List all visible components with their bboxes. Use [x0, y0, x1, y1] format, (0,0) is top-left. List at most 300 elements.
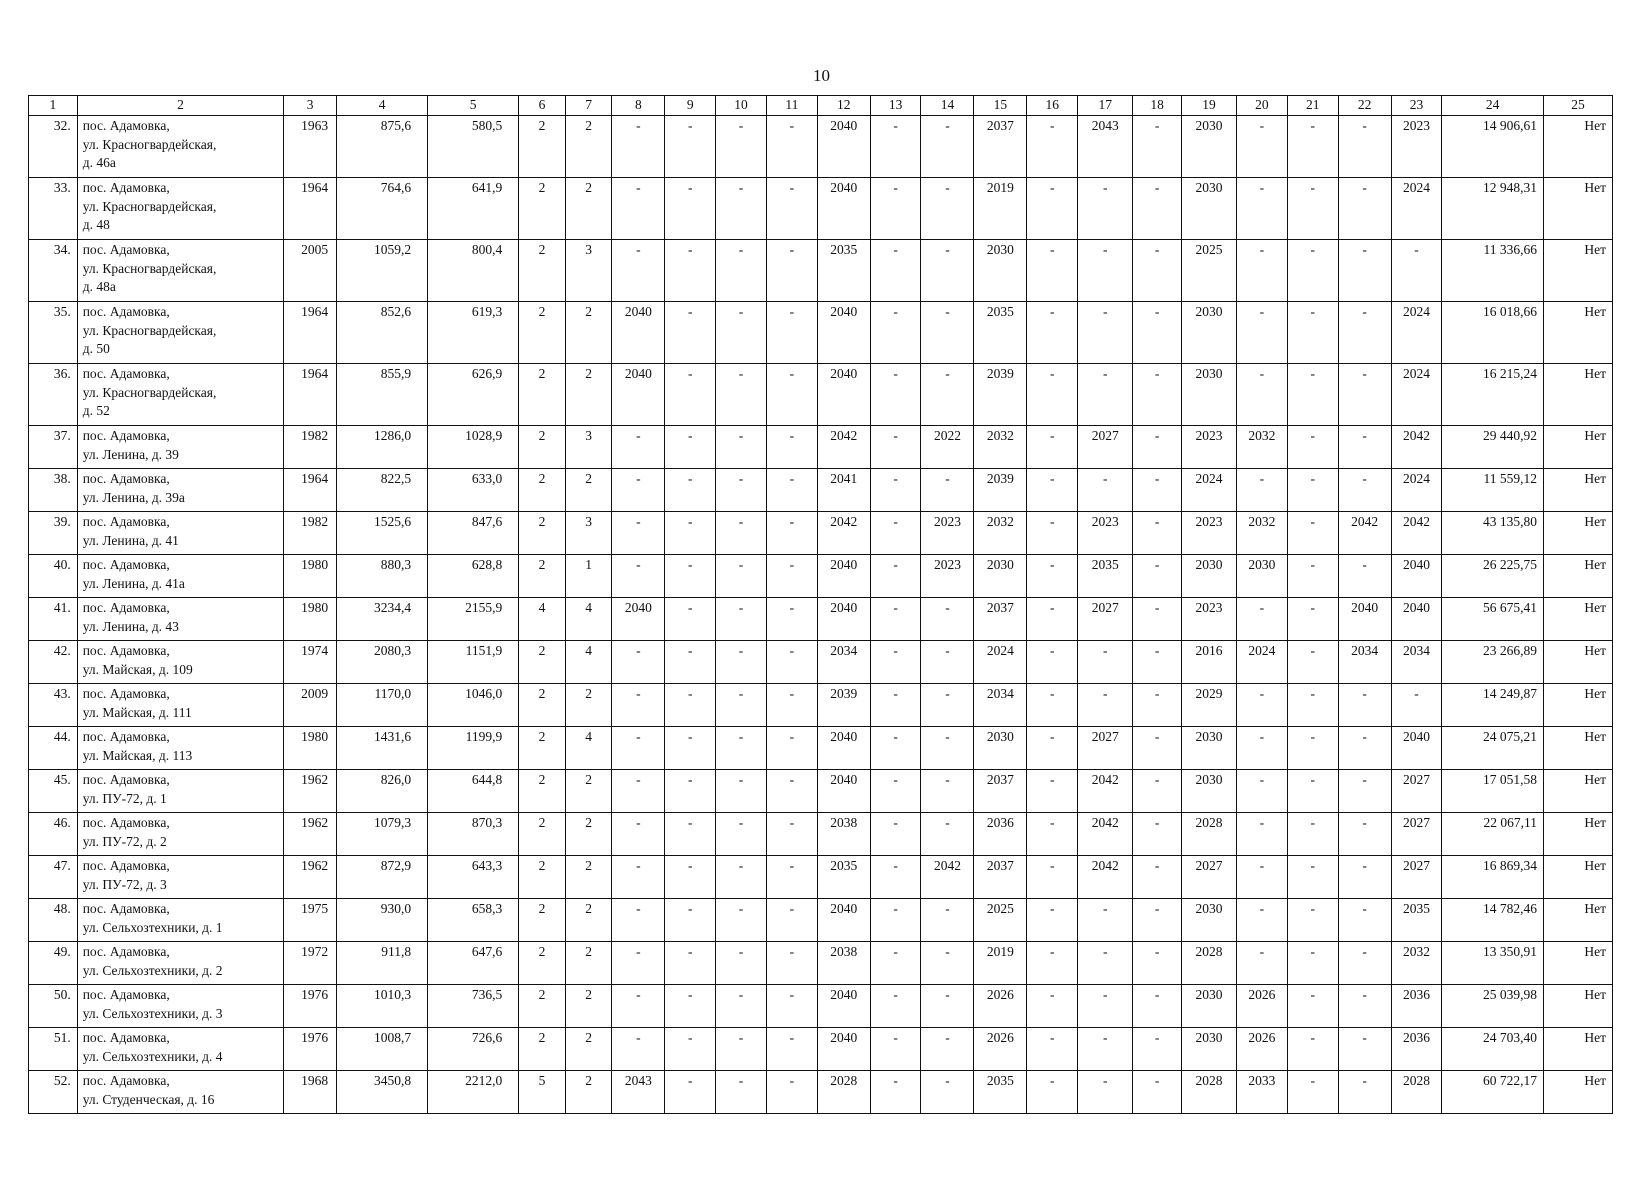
cell-col-25: Нет [1543, 641, 1612, 684]
address-cell [77, 302, 283, 364]
cell-col-14: - [921, 1071, 974, 1114]
cell-col-3: 1968 [284, 1071, 337, 1114]
cell-col-22: - [1338, 813, 1391, 856]
cell-col-15: 2035 [974, 1071, 1027, 1114]
table-row [29, 364, 1613, 426]
address-line: пос. Адамовка, [82, 366, 170, 381]
cell-col-24: 11 559,12 [1442, 469, 1544, 512]
cell-col-23: 2040 [1391, 555, 1442, 598]
cell-col-7: 1 [565, 555, 612, 598]
cell-col-7: 3 [565, 240, 612, 302]
address-line: ул. Ленина, д. 41а [82, 575, 185, 591]
cell-col-18: - [1133, 240, 1182, 302]
row-number: 37. [29, 426, 78, 469]
address-line: ул. Майская, д. 109 [82, 661, 193, 677]
cell-col-25: Нет [1543, 426, 1612, 469]
cell-col-14: - [921, 641, 974, 684]
cell-col-22: - [1338, 899, 1391, 942]
cell-col-24: 25 039,98 [1442, 985, 1544, 1028]
address-line: ул. Красногвардейская, [82, 260, 217, 276]
cell-col-24: 11 336,66 [1442, 240, 1544, 302]
cell-col-19: 2025 [1181, 240, 1236, 302]
cell-col-16: - [1027, 641, 1078, 684]
table-row [29, 116, 1613, 178]
cell-col-18: - [1133, 684, 1182, 727]
cell-col-5: 628,8 [428, 555, 519, 598]
cell-col-9: - [665, 598, 716, 641]
cell-col-15: 2025 [974, 899, 1027, 942]
cell-col-3: 1980 [284, 727, 337, 770]
row-number: 40. [29, 555, 78, 598]
cell-col-4: 930,0 [337, 899, 428, 942]
column-header-4: 4 [337, 96, 428, 116]
cell-col-18: - [1133, 1071, 1182, 1114]
address-line: пос. Адамовка, [82, 428, 170, 443]
cell-col-10: - [716, 598, 767, 641]
address-line: ул. Ленина, д. 43 [82, 618, 179, 634]
cell-col-16: - [1027, 512, 1078, 555]
cell-col-22: - [1338, 770, 1391, 813]
address-line: ул. Сельхозтехники, д. 3 [82, 1005, 223, 1021]
cell-col-7: 4 [565, 727, 612, 770]
cell-col-17: - [1078, 1028, 1133, 1071]
cell-col-10: - [716, 116, 767, 178]
cell-col-17: - [1078, 641, 1133, 684]
address-line: пос. Адамовка, [82, 772, 170, 787]
cell-col-9: - [665, 899, 716, 942]
address-cell [77, 899, 283, 942]
cell-col-14: - [921, 684, 974, 727]
column-header-11: 11 [766, 96, 817, 116]
cell-col-13: - [870, 899, 921, 942]
cell-col-9: - [665, 770, 716, 813]
cell-col-24: 12 948,31 [1442, 178, 1544, 240]
cell-col-11: - [766, 813, 817, 856]
column-header-3: 3 [284, 96, 337, 116]
cell-col-8: - [612, 512, 665, 555]
cell-col-4: 872,9 [337, 856, 428, 899]
cell-col-3: 2009 [284, 684, 337, 727]
cell-col-18: - [1133, 856, 1182, 899]
cell-col-6: 2 [519, 856, 566, 899]
address-line: пос. Адамовка, [82, 815, 170, 830]
cell-col-23: 2042 [1391, 426, 1442, 469]
cell-col-3: 1962 [284, 813, 337, 856]
cell-col-20: 2026 [1236, 1028, 1287, 1071]
cell-col-11: - [766, 899, 817, 942]
address-cell [77, 555, 283, 598]
column-header-18: 18 [1133, 96, 1182, 116]
cell-col-8: - [612, 856, 665, 899]
address-line: пос. Адамовка, [82, 304, 170, 319]
cell-col-22: - [1338, 240, 1391, 302]
cell-col-16: - [1027, 469, 1078, 512]
cell-col-18: - [1133, 364, 1182, 426]
cell-col-12: 2040 [817, 899, 870, 942]
cell-col-6: 2 [519, 240, 566, 302]
cell-col-21: - [1287, 856, 1338, 899]
address-cell [77, 364, 283, 426]
cell-col-3: 1980 [284, 598, 337, 641]
column-header-23: 23 [1391, 96, 1442, 116]
cell-col-15: 2032 [974, 512, 1027, 555]
column-header-2: 2 [77, 96, 283, 116]
cell-col-18: - [1133, 598, 1182, 641]
cell-col-7: 2 [565, 1071, 612, 1114]
cell-col-22: - [1338, 856, 1391, 899]
cell-col-15: 2019 [974, 178, 1027, 240]
cell-col-11: - [766, 469, 817, 512]
cell-col-18: - [1133, 1028, 1182, 1071]
row-number: 42. [29, 641, 78, 684]
table-row [29, 942, 1613, 985]
cell-col-3: 1982 [284, 512, 337, 555]
cell-col-16: - [1027, 1028, 1078, 1071]
cell-col-18: - [1133, 555, 1182, 598]
cell-col-10: - [716, 899, 767, 942]
cell-col-10: - [716, 555, 767, 598]
cell-col-16: - [1027, 899, 1078, 942]
row-number: 39. [29, 512, 78, 555]
cell-col-20: - [1236, 598, 1287, 641]
cell-col-23: 2027 [1391, 856, 1442, 899]
cell-col-13: - [870, 469, 921, 512]
cell-col-4: 764,6 [337, 178, 428, 240]
cell-col-16: - [1027, 302, 1078, 364]
cell-col-13: - [870, 1028, 921, 1071]
cell-col-10: - [716, 178, 767, 240]
cell-col-5: 1028,9 [428, 426, 519, 469]
cell-col-19: 2030 [1181, 899, 1236, 942]
cell-col-19: 2030 [1181, 770, 1236, 813]
cell-col-12: 2035 [817, 240, 870, 302]
cell-col-3: 2005 [284, 240, 337, 302]
cell-col-19: 2030 [1181, 985, 1236, 1028]
address-cell [77, 985, 283, 1028]
cell-col-14: 2022 [921, 426, 974, 469]
cell-col-12: 2042 [817, 512, 870, 555]
cell-col-7: 4 [565, 598, 612, 641]
cell-col-12: 2028 [817, 1071, 870, 1114]
cell-col-6: 2 [519, 985, 566, 1028]
cell-col-20: - [1236, 942, 1287, 985]
cell-col-3: 1975 [284, 899, 337, 942]
cell-col-24: 16 869,34 [1442, 856, 1544, 899]
cell-col-17: - [1078, 469, 1133, 512]
cell-col-24: 60 722,17 [1442, 1071, 1544, 1114]
cell-col-20: 2030 [1236, 555, 1287, 598]
cell-col-17: 2042 [1078, 770, 1133, 813]
table-row [29, 899, 1613, 942]
row-number: 36. [29, 364, 78, 426]
cell-col-15: 2037 [974, 770, 1027, 813]
cell-col-19: 2030 [1181, 727, 1236, 770]
cell-col-7: 2 [565, 899, 612, 942]
column-number-row [29, 96, 1613, 116]
cell-col-23: 2034 [1391, 641, 1442, 684]
cell-col-21: - [1287, 727, 1338, 770]
address-line: пос. Адамовка, [82, 118, 170, 133]
cell-col-15: 2019 [974, 942, 1027, 985]
cell-col-6: 2 [519, 684, 566, 727]
cell-col-7: 2 [565, 364, 612, 426]
cell-col-19: 2030 [1181, 364, 1236, 426]
cell-col-6: 2 [519, 1028, 566, 1071]
cell-col-4: 875,6 [337, 116, 428, 178]
row-number: 49. [29, 942, 78, 985]
cell-col-14: - [921, 727, 974, 770]
column-header-17: 17 [1078, 96, 1133, 116]
cell-col-21: - [1287, 116, 1338, 178]
cell-col-25: Нет [1543, 1071, 1612, 1114]
cell-col-3: 1980 [284, 555, 337, 598]
cell-col-18: - [1133, 469, 1182, 512]
cell-col-24: 23 266,89 [1442, 641, 1544, 684]
cell-col-20: - [1236, 727, 1287, 770]
cell-col-14: - [921, 942, 974, 985]
cell-col-22: - [1338, 727, 1391, 770]
cell-col-4: 822,5 [337, 469, 428, 512]
cell-col-13: - [870, 426, 921, 469]
cell-col-5: 626,9 [428, 364, 519, 426]
address-line: пос. Адамовка, [82, 180, 170, 195]
cell-col-5: 726,6 [428, 1028, 519, 1071]
cell-col-12: 2040 [817, 770, 870, 813]
cell-col-6: 2 [519, 302, 566, 364]
page-number: 10 [813, 66, 830, 85]
cell-col-4: 1525,6 [337, 512, 428, 555]
cell-col-4: 1286,0 [337, 426, 428, 469]
cell-col-6: 2 [519, 555, 566, 598]
cell-col-7: 2 [565, 942, 612, 985]
cell-col-24: 43 135,80 [1442, 512, 1544, 555]
row-number: 46. [29, 813, 78, 856]
cell-col-23: 2027 [1391, 770, 1442, 813]
cell-col-10: - [716, 426, 767, 469]
cell-col-17: - [1078, 178, 1133, 240]
cell-col-8: - [612, 770, 665, 813]
cell-col-7: 3 [565, 512, 612, 555]
address-line: пос. Адамовка, [82, 729, 170, 744]
address-line: ул. Майская, д. 111 [82, 704, 192, 720]
cell-col-18: - [1133, 178, 1182, 240]
cell-col-7: 2 [565, 116, 612, 178]
cell-col-20: - [1236, 116, 1287, 178]
cell-col-22: - [1338, 178, 1391, 240]
cell-col-13: - [870, 116, 921, 178]
cell-col-4: 1170,0 [337, 684, 428, 727]
cell-col-10: - [716, 240, 767, 302]
address-line: ул. Сельхозтехники, д. 4 [82, 1048, 223, 1064]
cell-col-15: 2036 [974, 813, 1027, 856]
cell-col-17: - [1078, 899, 1133, 942]
cell-col-9: - [665, 555, 716, 598]
cell-col-21: - [1287, 942, 1338, 985]
cell-col-20: - [1236, 770, 1287, 813]
cell-col-9: - [665, 641, 716, 684]
cell-col-6: 2 [519, 178, 566, 240]
cell-col-24: 14 782,46 [1442, 899, 1544, 942]
column-header-1: 1 [29, 96, 78, 116]
cell-col-22: - [1338, 426, 1391, 469]
cell-col-14: - [921, 364, 974, 426]
cell-col-5: 736,5 [428, 985, 519, 1028]
address-line: пос. Адамовка, [82, 858, 170, 873]
cell-col-20: - [1236, 899, 1287, 942]
cell-col-9: - [665, 684, 716, 727]
cell-col-23: 2024 [1391, 302, 1442, 364]
cell-col-14: - [921, 240, 974, 302]
cell-col-9: - [665, 302, 716, 364]
cell-col-11: - [766, 598, 817, 641]
cell-col-10: - [716, 641, 767, 684]
address-line: д. 48 [82, 217, 110, 232]
cell-col-17: 2042 [1078, 856, 1133, 899]
cell-col-7: 4 [565, 641, 612, 684]
cell-col-13: - [870, 942, 921, 985]
cell-col-17: - [1078, 942, 1133, 985]
cell-col-11: - [766, 178, 817, 240]
cell-col-10: - [716, 512, 767, 555]
cell-col-20: 2033 [1236, 1071, 1287, 1114]
column-header-10: 10 [716, 96, 767, 116]
cell-col-15: 2032 [974, 426, 1027, 469]
cell-col-14: - [921, 813, 974, 856]
row-number: 50. [29, 985, 78, 1028]
cell-col-9: - [665, 116, 716, 178]
cell-col-17: 2023 [1078, 512, 1133, 555]
row-number: 33. [29, 178, 78, 240]
cell-col-12: 2040 [817, 364, 870, 426]
cell-col-17: - [1078, 684, 1133, 727]
row-number: 32. [29, 116, 78, 178]
table-row [29, 856, 1613, 899]
cell-col-18: - [1133, 942, 1182, 985]
cell-col-21: - [1287, 1028, 1338, 1071]
cell-col-17: 2027 [1078, 426, 1133, 469]
table-row [29, 302, 1613, 364]
cell-col-19: 2030 [1181, 116, 1236, 178]
cell-col-23: 2024 [1391, 364, 1442, 426]
cell-col-3: 1964 [284, 364, 337, 426]
cell-col-20: - [1236, 684, 1287, 727]
cell-col-14: - [921, 985, 974, 1028]
cell-col-22: - [1338, 942, 1391, 985]
cell-col-3: 1964 [284, 469, 337, 512]
cell-col-21: - [1287, 813, 1338, 856]
cell-col-22: - [1338, 302, 1391, 364]
cell-col-16: - [1027, 813, 1078, 856]
cell-col-19: 2023 [1181, 598, 1236, 641]
cell-col-18: - [1133, 727, 1182, 770]
cell-col-9: - [665, 942, 716, 985]
cell-col-11: - [766, 512, 817, 555]
cell-col-20: 2032 [1236, 426, 1287, 469]
cell-col-18: - [1133, 985, 1182, 1028]
cell-col-4: 911,8 [337, 942, 428, 985]
cell-col-6: 2 [519, 899, 566, 942]
cell-col-10: - [716, 684, 767, 727]
cell-col-23: 2036 [1391, 1028, 1442, 1071]
cell-col-25: Нет [1543, 116, 1612, 178]
cell-col-16: - [1027, 856, 1078, 899]
column-header-8: 8 [612, 96, 665, 116]
cell-col-23: 2036 [1391, 985, 1442, 1028]
column-header-15: 15 [974, 96, 1027, 116]
cell-col-19: 2029 [1181, 684, 1236, 727]
column-header-24: 24 [1442, 96, 1544, 116]
address-line: ул. ПУ-72, д. 3 [82, 876, 167, 892]
cell-col-5: 1046,0 [428, 684, 519, 727]
cell-col-6: 2 [519, 512, 566, 555]
row-number: 38. [29, 469, 78, 512]
cell-col-11: - [766, 555, 817, 598]
cell-col-8: - [612, 1028, 665, 1071]
cell-col-12: 2034 [817, 641, 870, 684]
table-row [29, 178, 1613, 240]
cell-col-23: 2027 [1391, 813, 1442, 856]
cell-col-8: - [612, 985, 665, 1028]
cell-col-25: Нет [1543, 364, 1612, 426]
cell-col-17: - [1078, 240, 1133, 302]
cell-col-12: 2042 [817, 426, 870, 469]
cell-col-8: - [612, 684, 665, 727]
cell-col-6: 2 [519, 770, 566, 813]
table-row [29, 985, 1613, 1028]
cell-col-21: - [1287, 512, 1338, 555]
cell-col-23: 2040 [1391, 727, 1442, 770]
address-line: пос. Адамовка, [82, 514, 170, 529]
cell-col-9: - [665, 426, 716, 469]
cell-col-22: - [1338, 1071, 1391, 1114]
cell-col-5: 2155,9 [428, 598, 519, 641]
address-line: ул. Ленина, д. 39а [82, 489, 185, 505]
cell-col-12: 2038 [817, 813, 870, 856]
cell-col-21: - [1287, 598, 1338, 641]
cell-col-15: 2030 [974, 555, 1027, 598]
cell-col-8: - [612, 727, 665, 770]
cell-col-4: 1010,3 [337, 985, 428, 1028]
cell-col-8: - [612, 942, 665, 985]
cell-col-25: Нет [1543, 555, 1612, 598]
cell-col-11: - [766, 1071, 817, 1114]
cell-col-19: 2030 [1181, 178, 1236, 240]
row-number: 34. [29, 240, 78, 302]
cell-col-7: 2 [565, 1028, 612, 1071]
column-header-22: 22 [1338, 96, 1391, 116]
address-line: ул. ПУ-72, д. 1 [82, 790, 167, 806]
cell-col-19: 2016 [1181, 641, 1236, 684]
cell-col-24: 14 906,61 [1442, 116, 1544, 178]
cell-col-9: - [665, 178, 716, 240]
cell-col-8: - [612, 899, 665, 942]
cell-col-21: - [1287, 770, 1338, 813]
cell-col-6: 2 [519, 727, 566, 770]
table-row [29, 512, 1613, 555]
cell-col-18: - [1133, 426, 1182, 469]
address-cell [77, 512, 283, 555]
cell-col-5: 658,3 [428, 899, 519, 942]
cell-col-7: 2 [565, 813, 612, 856]
cell-col-24: 16 018,66 [1442, 302, 1544, 364]
cell-col-7: 2 [565, 469, 612, 512]
cell-col-20: - [1236, 178, 1287, 240]
cell-col-14: - [921, 302, 974, 364]
cell-col-7: 2 [565, 684, 612, 727]
cell-col-13: - [870, 364, 921, 426]
address-line: ул. ПУ-72, д. 2 [82, 833, 167, 849]
cell-col-8: 2040 [612, 364, 665, 426]
